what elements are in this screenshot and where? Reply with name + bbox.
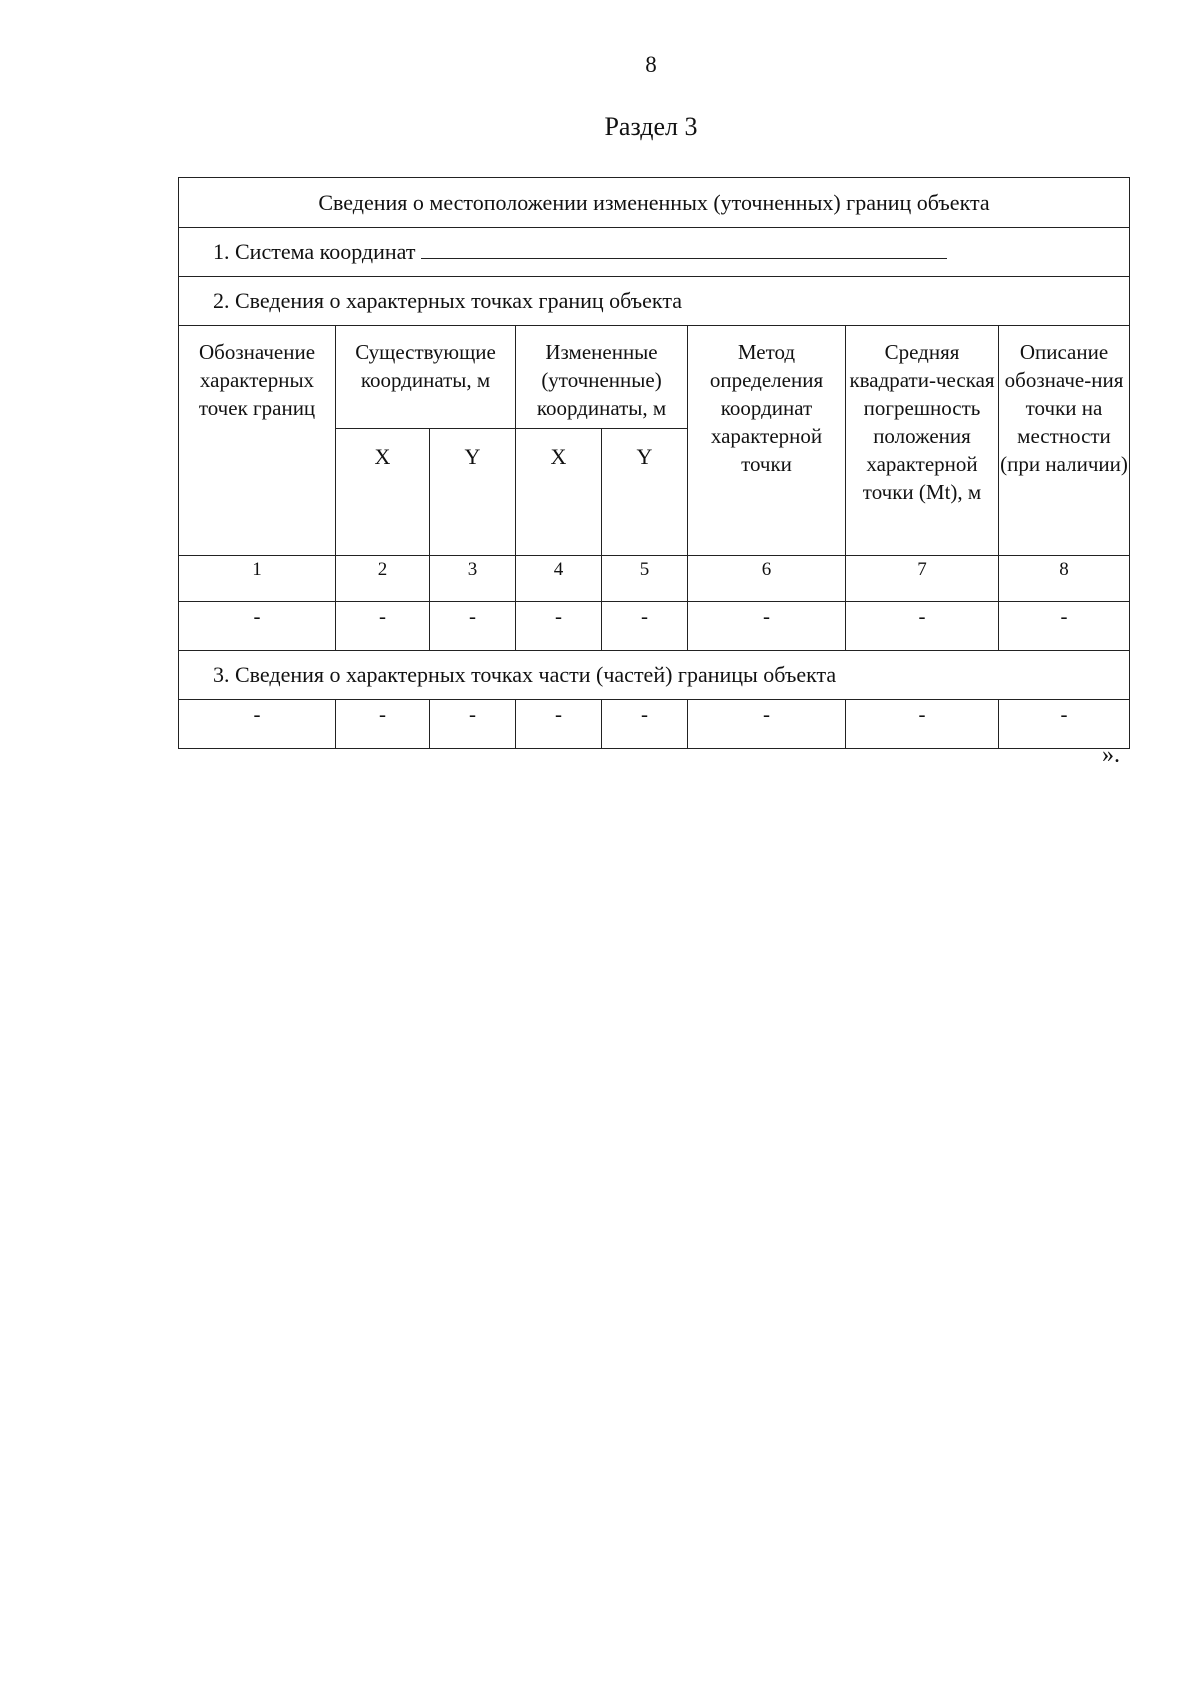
header-method: Метод определения координат характерной точки (688, 326, 846, 556)
section-title: Раздел 3 (604, 112, 698, 141)
table-cell: - (430, 700, 516, 749)
table-cell: - (999, 700, 1130, 749)
coordinate-system-label: 1. Система координат (213, 239, 416, 264)
page-number: 8 (645, 52, 657, 77)
column-number: 4 (516, 556, 602, 602)
header-changed-x: X (516, 429, 602, 556)
table-caption: Сведения о местоположении измененных (уточненных) границ объекта (179, 178, 1130, 228)
table-cell: - (516, 700, 602, 749)
header-point-designation: Обозначение характерных точек границ (179, 326, 336, 556)
table-cell: - (516, 602, 602, 651)
column-number: 1 (179, 556, 336, 602)
table-cell: - (179, 602, 336, 651)
table-cell: - (846, 602, 999, 651)
table-cell: - (688, 700, 846, 749)
column-number: 3 (430, 556, 516, 602)
boundary-points-heading: 2. Сведения о характерных точках границ объекта (179, 277, 1130, 326)
column-number: 2 (336, 556, 430, 602)
column-number: 7 (846, 556, 999, 602)
boundary-parts-heading: 3. Сведения о характерных точках части (частей) границы объекта (179, 651, 1130, 700)
header-point-description: Описание обозначе-ния точки на местности (при наличии) (999, 326, 1130, 556)
header-existing-x: X (336, 429, 430, 556)
table-cell: - (999, 602, 1130, 651)
header-mean-square-error: Средняя квадрати-ческая погрешность положения характерной точки (Mt), м (846, 326, 999, 556)
table-cell: - (430, 602, 516, 651)
header-existing-y: Y (430, 429, 516, 556)
table-row (179, 602, 1130, 651)
table-cell: - (336, 602, 430, 651)
column-numbers-row (179, 556, 1130, 602)
column-number: 8 (999, 556, 1130, 602)
closing-quote: ». (1102, 742, 1120, 768)
header-existing-coordinates: Существующие координаты, м (336, 326, 516, 429)
column-number: 6 (688, 556, 846, 602)
coordinates-table (178, 177, 1130, 749)
table-cell: - (179, 700, 336, 749)
header-changed-y: Y (602, 429, 688, 556)
table-cell: - (602, 602, 688, 651)
table-cell: - (846, 700, 999, 749)
column-number: 5 (602, 556, 688, 602)
coordinate-system-blank-line (421, 238, 947, 259)
table-cell: - (336, 700, 430, 749)
table-row (179, 700, 1130, 749)
table-cell: - (602, 700, 688, 749)
coordinate-system-row (179, 228, 1130, 277)
header-changed-coordinates: Измененные (уточненные) координаты, м (516, 326, 688, 429)
table-cell: - (688, 602, 846, 651)
